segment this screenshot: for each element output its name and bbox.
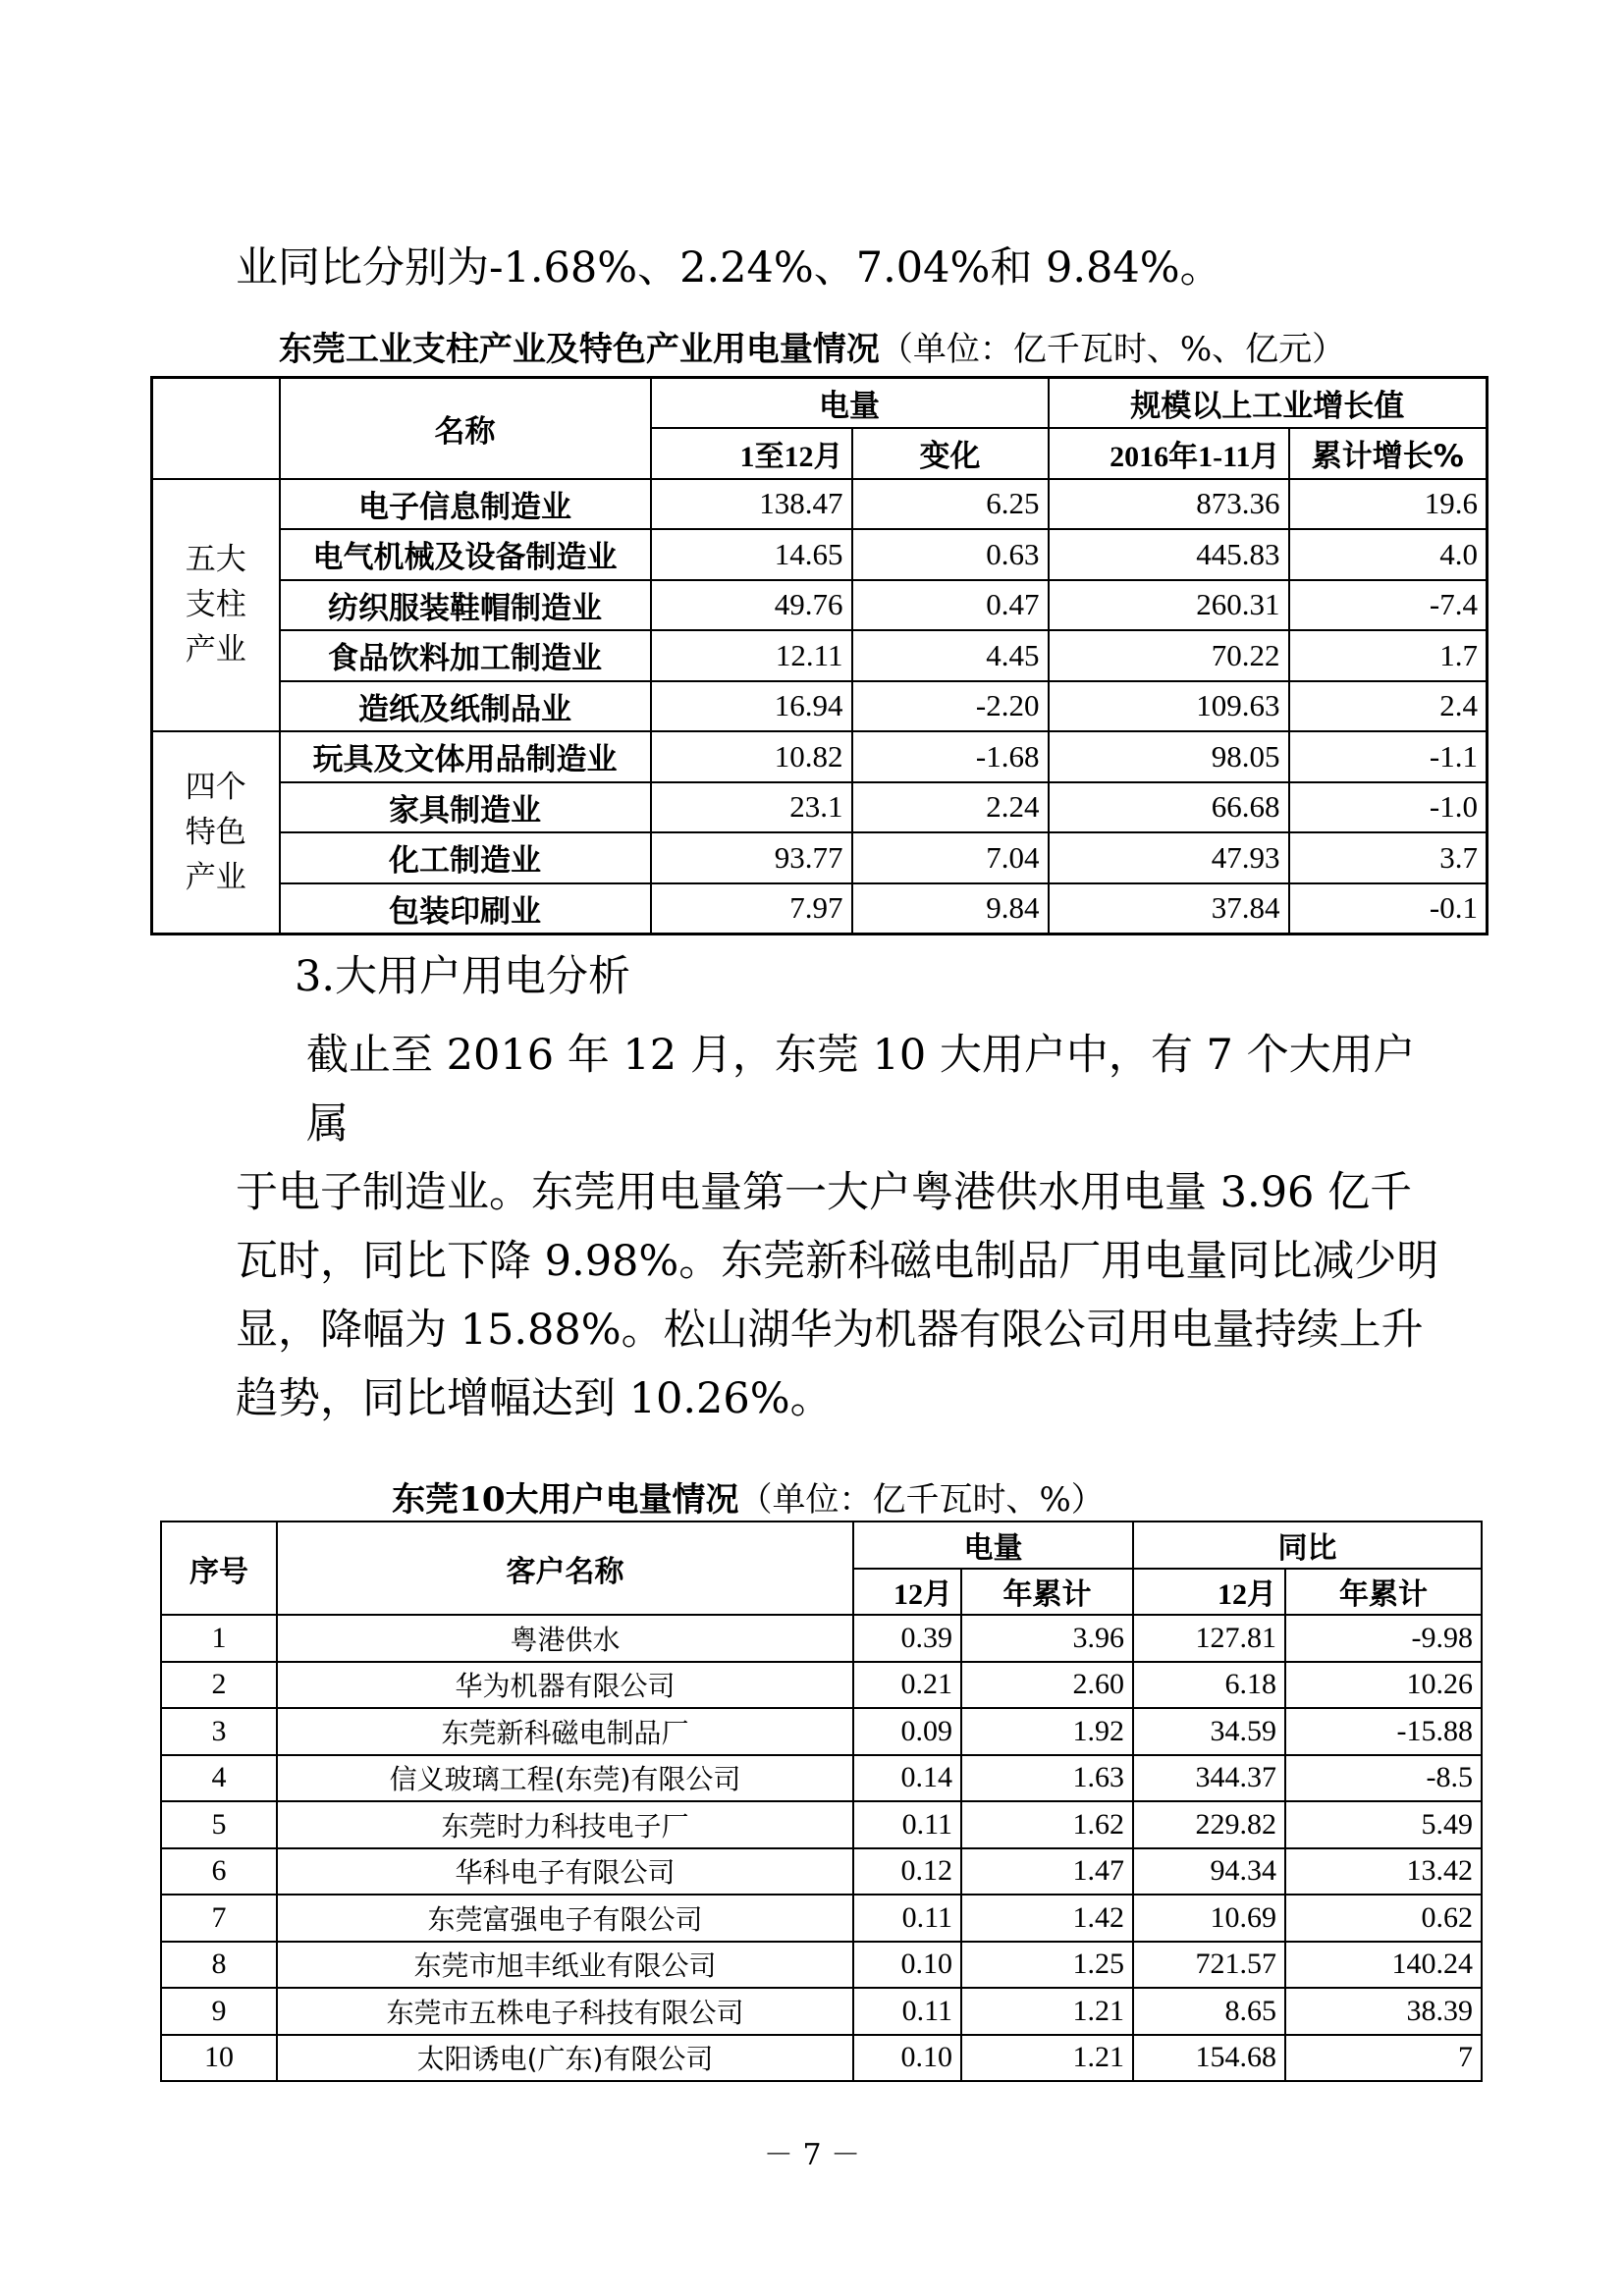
customer-name: 东莞市旭丰纸业有限公司 [277, 1942, 853, 1989]
customer-name: 华科电子有限公司 [277, 1848, 853, 1896]
table1-header-industry-value: 规模以上工业增长值 [1049, 378, 1488, 429]
dec-electricity: 0.12 [853, 1848, 961, 1896]
table1-header-jan-dec: 1至12月 [651, 428, 852, 479]
analysis-line: 趋势，同比增幅达到 10.26%。 [236, 1374, 833, 1423]
page-number: － 7 － [763, 2138, 861, 2172]
dec-yoy: 8.65 [1133, 1988, 1285, 2035]
dec-yoy: 721.57 [1133, 1942, 1285, 1989]
table1-header-name: 名称 [280, 378, 651, 479]
industry-value: 98.05 [1049, 731, 1289, 782]
dec-yoy: 34.59 [1133, 1708, 1285, 1755]
ytd-electricity: 3.96 [961, 1615, 1133, 1662]
analysis-line: 截止至 2016 年 12 月，东莞 10 大用户中，有 7 个大用户属 [306, 1031, 1416, 1148]
table-row [152, 731, 1488, 782]
top-customers-table [160, 1521, 1483, 2082]
ytd-yoy: 5.49 [1285, 1801, 1482, 1848]
industry-value: 109.63 [1049, 681, 1289, 732]
ytd-yoy: 13.42 [1285, 1848, 1482, 1896]
table2-header-ytd: 年累计 [961, 1569, 1133, 1616]
industry-value: 66.68 [1049, 782, 1289, 833]
industry-value: 70.22 [1049, 630, 1289, 681]
group-label-pillar-industries: 五大 支柱 产业 [152, 479, 280, 732]
table-row [161, 1848, 1482, 1896]
dec-yoy: 154.68 [1133, 2035, 1285, 2082]
ytd-yoy: -9.98 [1285, 1615, 1482, 1662]
ytd-yoy: 0.62 [1285, 1895, 1482, 1942]
industry-name: 家具制造业 [280, 782, 651, 833]
electricity-jan-dec: 10.82 [651, 731, 852, 782]
table-row [161, 1662, 1482, 1709]
customer-name: 东莞富强电子有限公司 [277, 1895, 853, 1942]
intro-paragraph-tail: 业同比分别为-1.68%、2.24%、7.04%和 9.84%。 [236, 243, 1222, 293]
dec-electricity: 0.11 [853, 1801, 961, 1848]
cumulative-growth: -0.1 [1289, 883, 1488, 934]
row-index: 9 [161, 1988, 277, 2035]
row-index: 10 [161, 2035, 277, 2082]
cumulative-growth: 4.0 [1289, 529, 1488, 580]
industry-name: 化工制造业 [280, 832, 651, 883]
electricity-change: 0.63 [852, 529, 1049, 580]
analysis-paragraph [236, 1021, 1443, 1433]
industry-name: 电气机械及设备制造业 [280, 529, 651, 580]
electricity-jan-dec: 14.65 [651, 529, 852, 580]
ytd-yoy: 10.26 [1285, 1662, 1482, 1709]
dec-electricity: 0.21 [853, 1662, 961, 1709]
cumulative-growth: -1.0 [1289, 782, 1488, 833]
table2-caption-unit: （单位：亿千瓦时、%） [738, 1480, 1105, 1520]
dec-electricity: 0.10 [853, 2035, 961, 2082]
cumulative-growth: 1.7 [1289, 630, 1488, 681]
electricity-change: 9.84 [852, 883, 1049, 934]
table-row [161, 1942, 1482, 1989]
row-index: 7 [161, 1895, 277, 1942]
dec-yoy: 127.81 [1133, 1615, 1285, 1662]
ytd-electricity: 1.63 [961, 1755, 1133, 1802]
table1-caption-unit: （单位：亿千瓦时、%、亿元） [879, 330, 1346, 369]
table1-caption [0, 322, 1624, 370]
table2-header-electricity: 电量 [853, 1522, 1133, 1569]
ytd-electricity: 1.62 [961, 1801, 1133, 1848]
customer-name: 东莞市五株电子科技有限公司 [277, 1988, 853, 2035]
industry-electricity-table [150, 376, 1489, 935]
electricity-change: -2.20 [852, 681, 1049, 732]
table2-header-yoy: 同比 [1133, 1522, 1482, 1569]
table-row [152, 630, 1488, 681]
industry-name: 造纸及纸制品业 [280, 681, 651, 732]
row-index: 3 [161, 1708, 277, 1755]
cumulative-growth: 3.7 [1289, 832, 1488, 883]
table-row [152, 832, 1488, 883]
electricity-change: -1.68 [852, 731, 1049, 782]
ytd-electricity: 1.21 [961, 2035, 1133, 2082]
ytd-electricity: 1.25 [961, 1942, 1133, 1989]
electricity-change: 0.47 [852, 580, 1049, 631]
table-row [152, 580, 1488, 631]
table2-header-ytd-yoy: 年累计 [1285, 1569, 1482, 1616]
industry-name: 包装印刷业 [280, 883, 651, 934]
row-index: 4 [161, 1755, 277, 1802]
table-row [161, 1708, 1482, 1755]
table2-caption-title: 东莞10大用户电量情况 [392, 1480, 739, 1520]
table-row [161, 2035, 1482, 2082]
analysis-line: 于电子制造业。东莞用电量第一大户粤港供水用电量 3.96 亿千 [236, 1168, 1413, 1217]
electricity-change: 6.25 [852, 479, 1049, 530]
row-index: 6 [161, 1848, 277, 1896]
ytd-electricity: 1.47 [961, 1848, 1133, 1896]
electricity-jan-dec: 12.11 [651, 630, 852, 681]
dec-electricity: 0.10 [853, 1942, 961, 1989]
table-row [152, 681, 1488, 732]
section-heading: 3.大用户用电分析 [295, 952, 631, 1001]
dec-yoy: 344.37 [1133, 1755, 1285, 1802]
customer-name: 信义玻璃工程(东莞)有限公司 [277, 1755, 853, 1802]
electricity-jan-dec: 16.94 [651, 681, 852, 732]
row-index: 2 [161, 1662, 277, 1709]
cumulative-growth: 19.6 [1289, 479, 1488, 530]
cumulative-growth: -1.1 [1289, 731, 1488, 782]
industry-value: 873.36 [1049, 479, 1289, 530]
cumulative-growth: -7.4 [1289, 580, 1488, 631]
dec-electricity: 0.11 [853, 1988, 961, 2035]
industry-name: 食品饮料加工制造业 [280, 630, 651, 681]
industry-value: 260.31 [1049, 580, 1289, 631]
customer-name: 东莞新科磁电制品厂 [277, 1708, 853, 1755]
ytd-yoy: 140.24 [1285, 1942, 1482, 1989]
dec-yoy: 10.69 [1133, 1895, 1285, 1942]
industry-value: 47.93 [1049, 832, 1289, 883]
ytd-electricity: 2.60 [961, 1662, 1133, 1709]
table2-header-dec: 12月 [853, 1569, 961, 1616]
row-index: 1 [161, 1615, 277, 1662]
ytd-yoy: -8.5 [1285, 1755, 1482, 1802]
industry-name: 纺织服装鞋帽制造业 [280, 580, 651, 631]
ytd-electricity: 1.42 [961, 1895, 1133, 1942]
ytd-yoy: 38.39 [1285, 1988, 1482, 2035]
dec-electricity: 0.14 [853, 1755, 961, 1802]
electricity-jan-dec: 49.76 [651, 580, 852, 631]
industry-value: 37.84 [1049, 883, 1289, 934]
table1-header-change: 变化 [852, 428, 1049, 479]
table-row [161, 1615, 1482, 1662]
table1-header-electricity: 电量 [651, 378, 1049, 429]
electricity-jan-dec: 138.47 [651, 479, 852, 530]
table1-corner-cell [152, 378, 280, 479]
electricity-jan-dec: 93.77 [651, 832, 852, 883]
table-row [152, 479, 1488, 530]
row-index: 5 [161, 1801, 277, 1848]
table-row [152, 529, 1488, 580]
table-row [161, 1988, 1482, 2035]
table1-header-cumulative-growth: 累计增长% [1289, 428, 1488, 479]
dec-electricity: 0.09 [853, 1708, 961, 1755]
table2-header-index: 序号 [161, 1522, 277, 1615]
table-row [152, 883, 1488, 934]
ytd-electricity: 1.92 [961, 1708, 1133, 1755]
dec-yoy: 229.82 [1133, 1801, 1285, 1848]
industry-name: 电子信息制造业 [280, 479, 651, 530]
table2-header-customer: 客户名称 [277, 1522, 853, 1615]
row-index: 8 [161, 1942, 277, 1989]
ytd-electricity: 1.21 [961, 1988, 1133, 2035]
table1-header-period-2016: 2016年1-11月 [1049, 428, 1289, 479]
customer-name: 太阳诱电(广东)有限公司 [277, 2035, 853, 2082]
electricity-jan-dec: 7.97 [651, 883, 852, 934]
dec-yoy: 6.18 [1133, 1662, 1285, 1709]
industry-name: 玩具及文体用品制造业 [280, 731, 651, 782]
table-row [161, 1755, 1482, 1802]
customer-name: 粤港供水 [277, 1615, 853, 1662]
dec-yoy: 94.34 [1133, 1848, 1285, 1896]
electricity-change: 7.04 [852, 832, 1049, 883]
table-row [161, 1801, 1482, 1848]
electricity-change: 4.45 [852, 630, 1049, 681]
dec-electricity: 0.39 [853, 1615, 961, 1662]
electricity-jan-dec: 23.1 [651, 782, 852, 833]
cumulative-growth: 2.4 [1289, 681, 1488, 732]
ytd-yoy: -15.88 [1285, 1708, 1482, 1755]
table-row [161, 1895, 1482, 1942]
electricity-change: 2.24 [852, 782, 1049, 833]
group-label-featured-industries: 四个 特色 产业 [152, 731, 280, 934]
industry-value: 445.83 [1049, 529, 1289, 580]
table1-caption-title: 东莞工业支柱产业及特色产业用电量情况 [278, 330, 880, 369]
table-row [152, 782, 1488, 833]
analysis-line: 显，降幅为 15.88%。松山湖华为机器有限公司用电量持续上升 [236, 1306, 1424, 1355]
dec-electricity: 0.11 [853, 1895, 961, 1942]
customer-name: 东莞时力科技电子厂 [277, 1801, 853, 1848]
analysis-line: 瓦时，同比下降 9.98%。东莞新科磁电制品厂用电量同比减少明 [236, 1237, 1439, 1286]
ytd-yoy: 7 [1285, 2035, 1482, 2082]
customer-name: 华为机器有限公司 [277, 1662, 853, 1709]
table2-caption [0, 1472, 1560, 1521]
table2-header-dec-yoy: 12月 [1133, 1569, 1285, 1616]
